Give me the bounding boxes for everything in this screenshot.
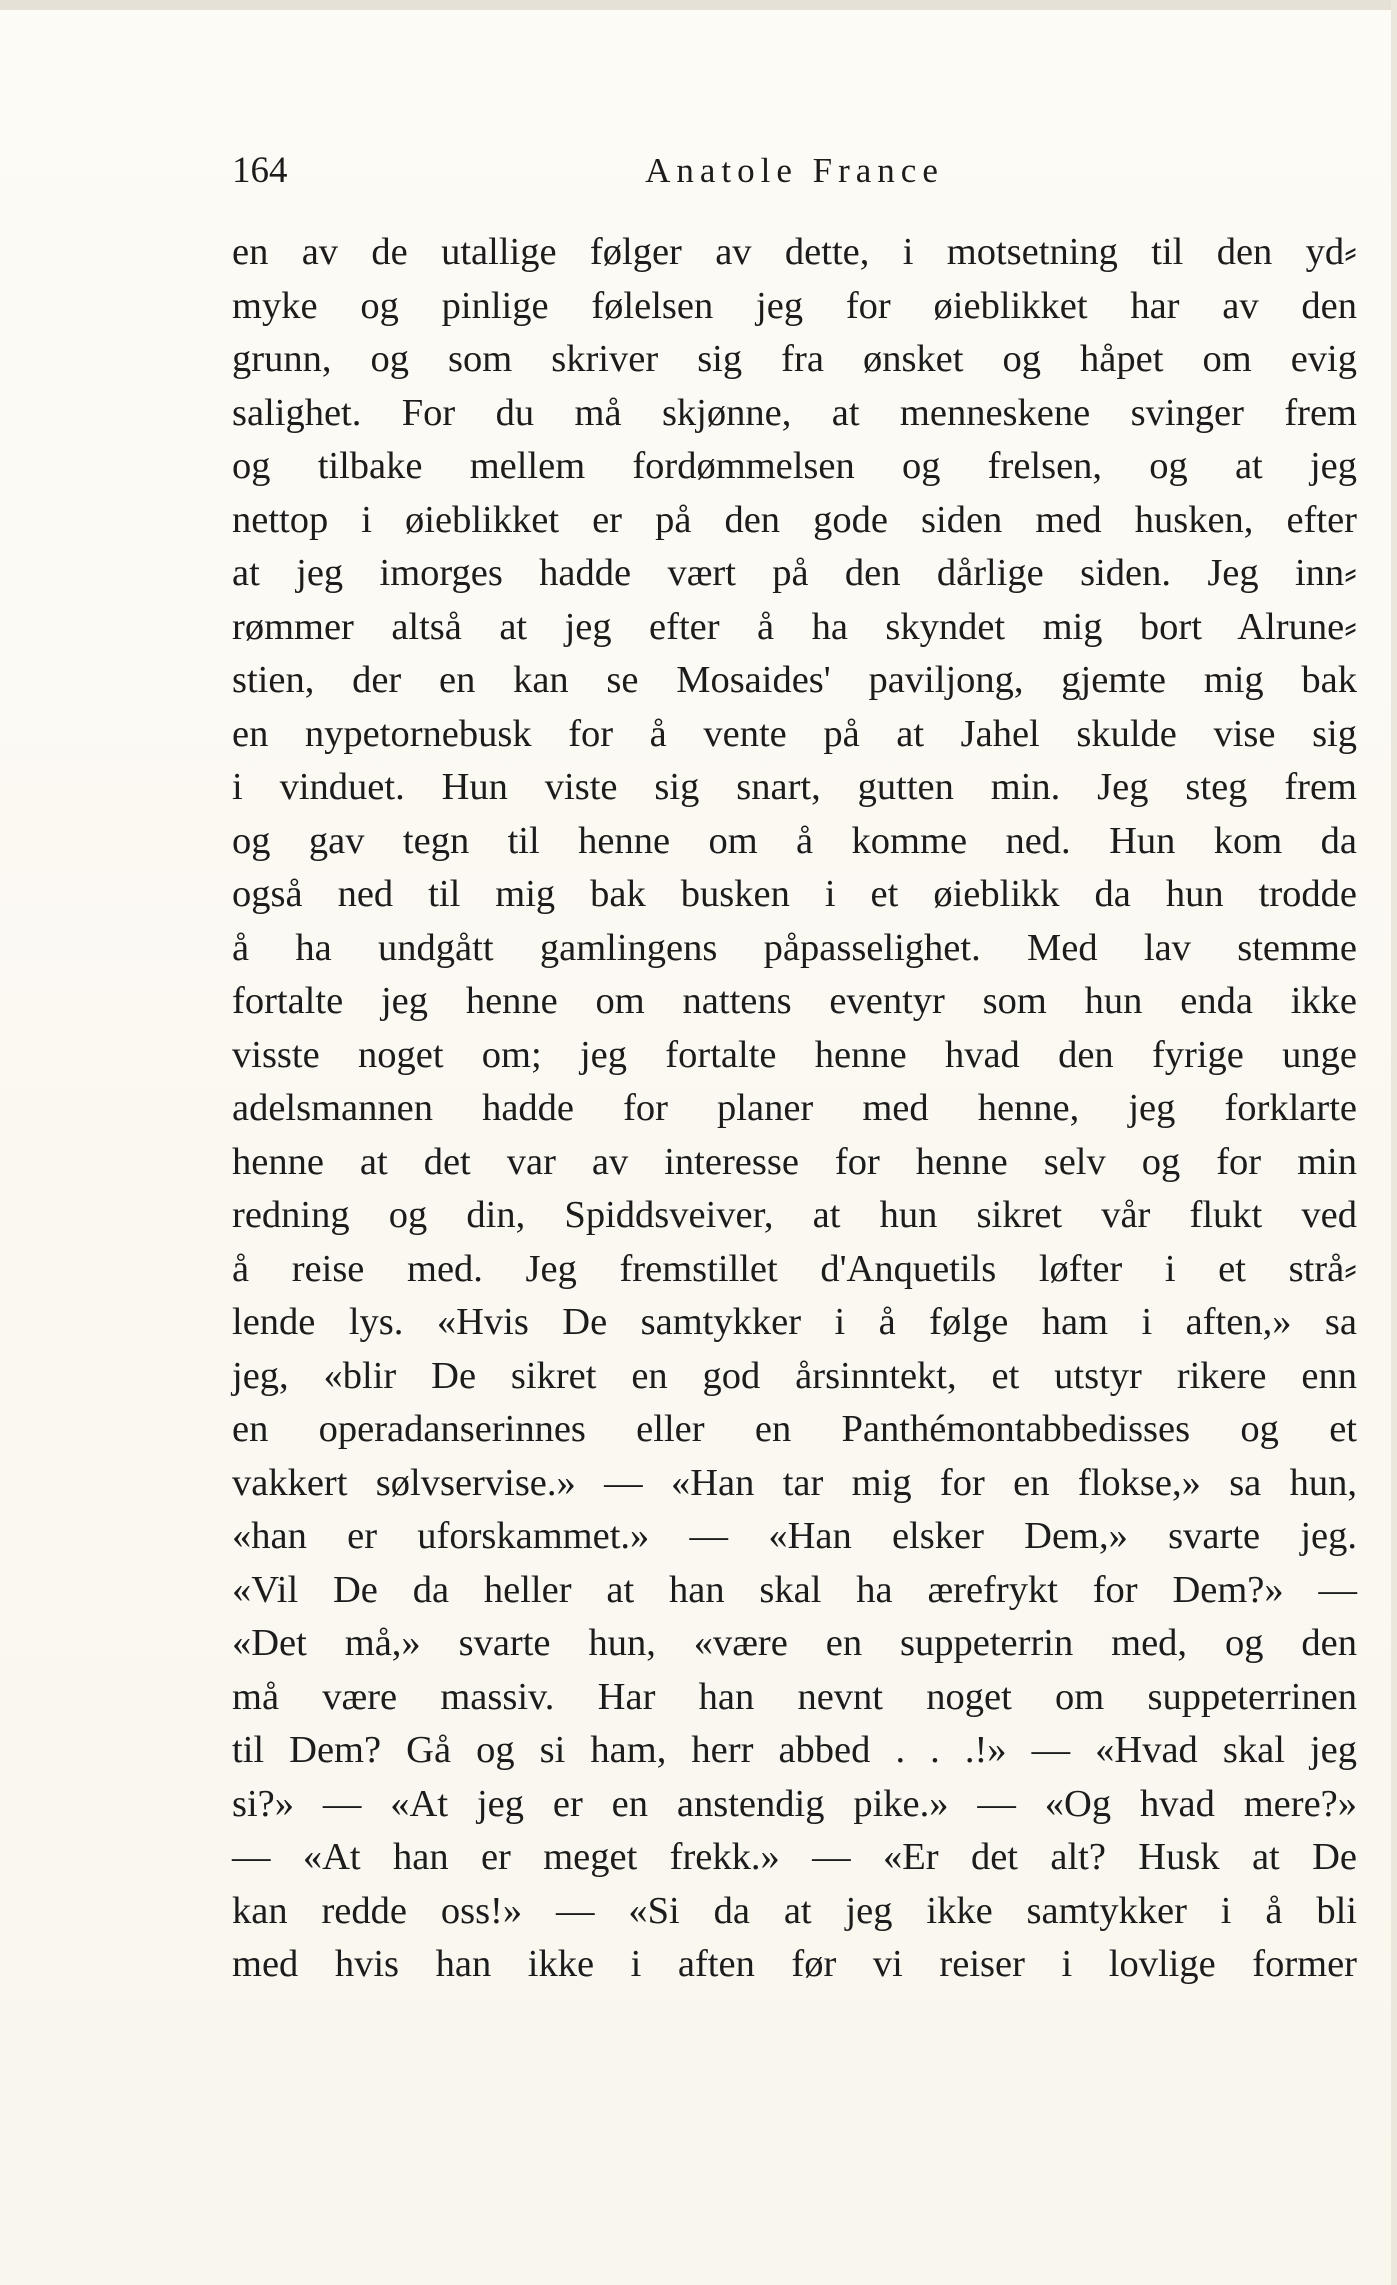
text-line: en av de utallige følger av dette, i motsetning til den yd⸗ — [232, 231, 1357, 273]
text-line: til Dem? Gå og si ham, herr abbed . . .!» — «Hvad skal jeg — [232, 1729, 1357, 1771]
text-line: kan redde oss!» — «Si da at jeg ikke samtykker i å bli — [232, 1889, 1357, 1932]
text-line: fortalte jeg henne om nattens eventyr som hun enda ikke — [232, 980, 1357, 1022]
text-line: må være massiv. Har han nevnt noget om suppeterrinen — [232, 1675, 1357, 1718]
text-line: i vinduet. Hun viste sig snart, gutten min. Jeg steg frem — [232, 766, 1357, 808]
page-right-edge — [1391, 0, 1397, 2285]
text-line: rømmer altså at jeg efter å ha skyndet mig bort Alrune⸗ — [232, 605, 1357, 648]
text-line: en operadanserinnes eller en Panthémontabbedisses og et — [232, 1408, 1357, 1450]
text-line: si?» — «At jeg er en anstendig pike.» — «Og hvad mere?» — [232, 1782, 1357, 1825]
text-line: en nypetornebusk for å vente på at Jahel skulde vise sig — [232, 712, 1357, 755]
text-line: henne at det var av interesse for henne selv og for min — [232, 1140, 1357, 1183]
text-line: jeg, «blir De sikret en god årsinntekt, et utstyr rikere enn — [232, 1354, 1357, 1397]
text-line: salighet. For du må skjønne, at menneskene svinger frem — [232, 391, 1357, 434]
text-line: «Vil De da heller at han skal ha ærefrykt for Dem?» — — [232, 1568, 1357, 1611]
text-line: vakkert sølvservise.» — «Han tar mig for en flokse,» sa hun, — [232, 1461, 1357, 1504]
text-line: visste noget om; jeg fortalte henne hvad den fyrige unge — [232, 1033, 1357, 1076]
text-line: «han er uforskammet.» — «Han elsker Dem,» svarte jeg. — [232, 1515, 1357, 1557]
text-line: grunn, og som skriver sig fra ønsket og håpet om evig — [232, 338, 1357, 380]
text-line: — «At han er meget frekk.» — «Er det alt? Husk at De — [232, 1836, 1357, 1878]
text-line: «Det må,» svarte hun, «være en suppeterrin med, og den — [232, 1622, 1357, 1664]
text-line: og tilbake mellem fordømmelsen og frelsen, og at jeg — [232, 445, 1357, 487]
text-line: å reise med. Jeg fremstillet d'Anquetils løfter i et strå⸗ — [232, 1247, 1357, 1290]
running-head: Anatole France — [645, 151, 944, 190]
body-text — [232, 226, 1357, 1992]
page-header — [232, 148, 1357, 194]
text-line: nettop i øieblikket er på den gode siden med husken, efter — [232, 498, 1357, 541]
text-line: med hvis han ikke i aften før vi reiser i lovlige former — [232, 1943, 1357, 1985]
text-line: at jeg imorges hadde vært på den dårlige siden. Jeg inn⸗ — [232, 552, 1357, 594]
text-line: også ned til mig bak busken i et øieblikk da hun trodde — [232, 873, 1357, 915]
page-top-edge — [0, 0, 1397, 10]
page-number: 164 — [232, 150, 288, 191]
text-line: og gav tegn til henne om å komme ned. Hun kom da — [232, 819, 1357, 862]
text-line: å ha undgått gamlingens påpasselighet. Med lav stemme — [232, 926, 1357, 969]
text-line: redning og din, Spiddsveiver, at hun sikret vår flukt ved — [232, 1194, 1357, 1236]
text-line: adelsmannen hadde for planer med henne, jeg forklarte — [232, 1087, 1357, 1129]
text-line: stien, der en kan se Mosaides' paviljong, gjemte mig bak — [232, 659, 1357, 701]
text-line: myke og pinlige følelsen jeg for øieblikket har av den — [232, 284, 1357, 327]
text-line: lende lys. «Hvis De samtykker i å følge ham i aften,» sa — [232, 1301, 1357, 1343]
